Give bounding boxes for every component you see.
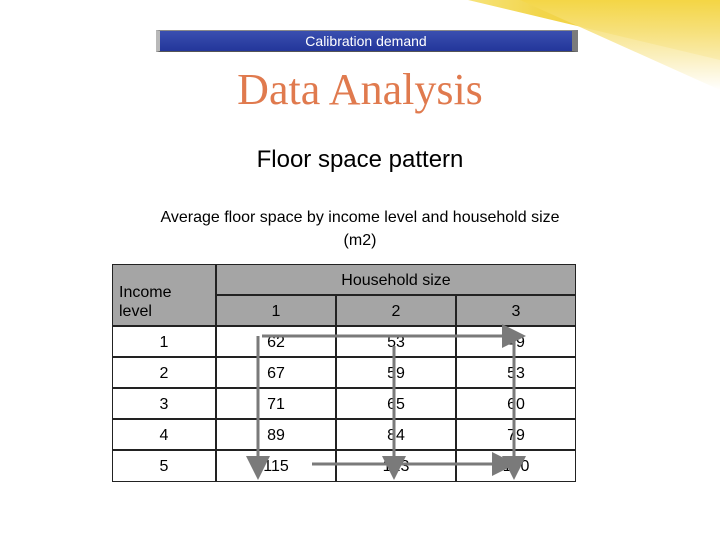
value-cell: 60 bbox=[456, 388, 576, 419]
income-cell: 3 bbox=[112, 388, 216, 419]
table-description bbox=[100, 206, 620, 252]
value-cell: 62 bbox=[216, 326, 336, 357]
value-cell: 65 bbox=[336, 388, 456, 419]
value-cell: 89 bbox=[216, 419, 336, 450]
value-cell: 53 bbox=[336, 326, 456, 357]
income-cell: 4 bbox=[112, 419, 216, 450]
income-cell: 2 bbox=[112, 357, 216, 388]
description-line-2: (m2) bbox=[343, 232, 377, 249]
column-header: 2 bbox=[336, 295, 456, 326]
trend-arrows bbox=[112, 264, 576, 482]
value-cell: 79 bbox=[456, 419, 576, 450]
value-cell: 115 bbox=[216, 450, 336, 482]
value-cell: 150 bbox=[456, 450, 576, 482]
slide-title: Data Analysis bbox=[237, 65, 483, 114]
value-cell: 84 bbox=[336, 419, 456, 450]
income-cell: 1 bbox=[112, 326, 216, 357]
column-header: 3 bbox=[456, 295, 576, 326]
value-cell: 49 bbox=[456, 326, 576, 357]
household-size-header: Household size bbox=[216, 264, 576, 295]
value-cell: 53 bbox=[456, 357, 576, 388]
income-header-line-1: Income bbox=[119, 284, 172, 301]
value-cell: 67 bbox=[216, 357, 336, 388]
column-header: 1 bbox=[216, 295, 336, 326]
value-cell: 71 bbox=[216, 388, 336, 419]
value-cell: 123 bbox=[336, 450, 456, 482]
slide-subtitle: Floor space pattern bbox=[256, 146, 464, 173]
floor-space-table bbox=[112, 264, 576, 482]
description-line-1: Average floor space by income level and household size bbox=[160, 209, 560, 226]
section-banner: Calibration demand bbox=[156, 30, 578, 52]
income-header-line-2: level bbox=[119, 303, 152, 320]
income-cell: 5 bbox=[112, 450, 216, 482]
value-cell: 59 bbox=[336, 357, 456, 388]
